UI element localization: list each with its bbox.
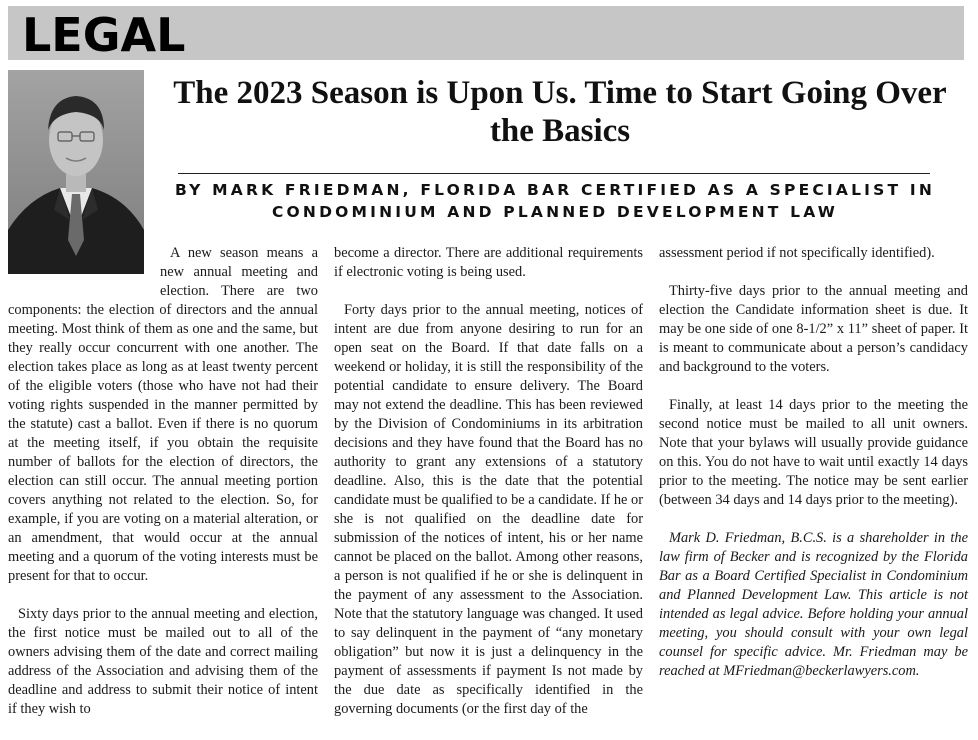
article-paragraph: Thirty-five days prior to the annual meeting and election the Candidate information sheet is due. It may be one side of one 8-1/2” x 11” sheet of paper. It is meant to communicate about a person’s candidacy and background to the voters. [659,283,968,375]
article-column-2 [334,244,643,719]
article-byline: BY MARK FRIEDMAN, FLORIDA BAR CERTIFIED AS A SPECIALIST IN CONDOMINIUM AND PLANNED DEVELOPMENT LAW [174,181,936,221]
article-column-3 [659,244,968,681]
article-paragraph: become a director. There are additional requirements if electronic voting is being used. [334,245,643,280]
section-title: LEGAL [22,8,186,62]
article-paragraph: Forty days prior to the annual meeting, notices of intent are due from anyone desiring to run for an open seat on the Board. If that date falls on a weekend or holiday, it is still the responsibility of the potential candidate to ensure delivery. The Board may not extend the deadline. This has been reviewed by the Division of Condominiums in its arbitration decisions and they have found that the Board has no authority to grant any extensions of a statutory deadline. Also, this is the date that the potential candidate must be qualified to be a candidate. If he or she is not qualified on the deadline date for submission of the notices of intent, his or her name cannot be placed on the ballot. Among other reasons, a person is not qualified if he or she is delinquent in the payment of any assessment to the Association. Note that the statutory language was changed. It used to say delinquent in the payment of “any monetary obligation” but now it is just a delinquency in the payment of assessments if payment Is not made by the due date as specifically identified in the governing documents (or the first day of the [334,302,643,717]
article-paragraph: Sixty days prior to the annual meeting and election, the first notice must be mailed out to all of the owners advising them of the date and correct mailing address of the Association and advising them of the deadline and address to submit their notice of intent if they wish to [8,606,318,717]
article-headline: The 2023 Season is Upon Us. Time to Start Going Over the Basics [173,75,947,149]
article-paragraph: Finally, at least 14 days prior to the meeting the second notice must be mailed to all unit owners. Note that your bylaws will usually provide guidance on this. You do not have to wait until exactly 14 days prior to the meeting. The notice may be sent earlier (between 34 days and 14 days prior to the meeting). [659,397,968,508]
article-column-1 [8,244,318,719]
article-paragraph: assessment period if not specifically identified). [659,245,935,261]
headline-divider [178,173,930,174]
author-bio: Mark D. Friedman, B.C.S. is a shareholder in the law firm of Becker and is recognized by the Florida Bar as a Board Certified Specialist in Condominium and Planned Development Law. This article is not intended as legal advice. Before holding your annual meeting, you should consult with your own legal counsel for specific advice. Mr. Friedman may be reached at MFriedman@beckerlawyers.com. [659,530,968,679]
photo-wrap-spacer [8,244,160,301]
article-paragraph: A new season means a new annual meeting and election. There are two components: the election of directors and the annual meeting. Most think of them as one and the same, but they really occur concurrent with one another. The election takes place as long as at least twenty percent of the eligible voters (those who have not had their voting rights suspended in the manner permitted by the statute) cast a ballot. Even if there is no quorum at the meeting itself, if you obtain the requisite number of ballots for the election of directors, the election can still occur. The annual meeting portion covers anything not related to the election. So, for example, if you are voting on a material alteration, or an amendment, that would occur at the annual meeting and a quorum of the voting interests must be present for that to occur. [8,245,318,584]
section-header-bar [8,6,964,60]
